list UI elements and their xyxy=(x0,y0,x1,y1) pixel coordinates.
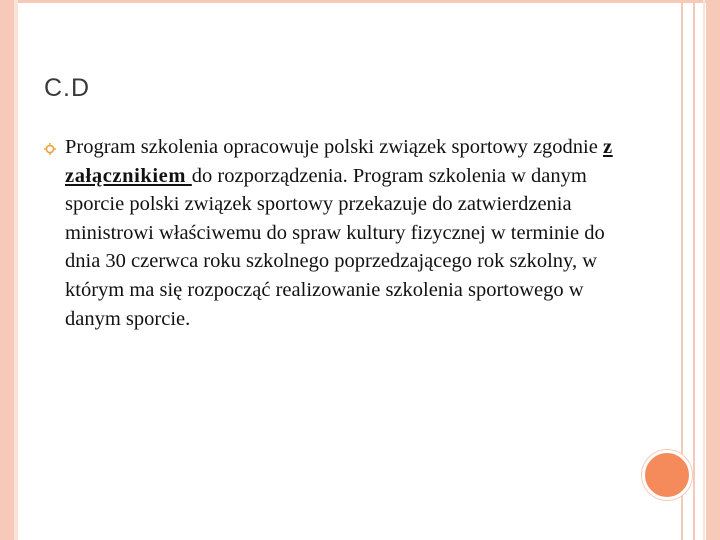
paragraph-text-start: Program szkolenia opracowuje polski związek sportowy zgodnie xyxy=(65,136,603,158)
frame-left-inner-border xyxy=(14,0,18,540)
decorative-circle xyxy=(642,450,692,500)
paragraph-text-end: do rozporządzenia. Program szkolenia w danym sporcie polski związek sportowy przekazuje do zatwierdzenia ministrowi właściwemu do spraw kultury fizycznej w terminie do dnia 30 czerwca roku szkolnego poprzedzającego rok szkolny, w którym ma się rozpocząć realizowanie szkolenia sportowego w danym sporcie. xyxy=(65,164,605,330)
frame-right-line xyxy=(703,0,705,540)
body-paragraph xyxy=(65,133,625,333)
slide-title: C.D xyxy=(44,74,91,102)
frame-top-border xyxy=(0,0,720,3)
frame-left-border xyxy=(0,0,14,540)
frame-right-border xyxy=(706,0,720,540)
sun-bullet-icon xyxy=(44,143,56,155)
frame-right-line xyxy=(693,0,695,540)
attachment-link[interactable]: z załącznikiem xyxy=(65,136,613,187)
